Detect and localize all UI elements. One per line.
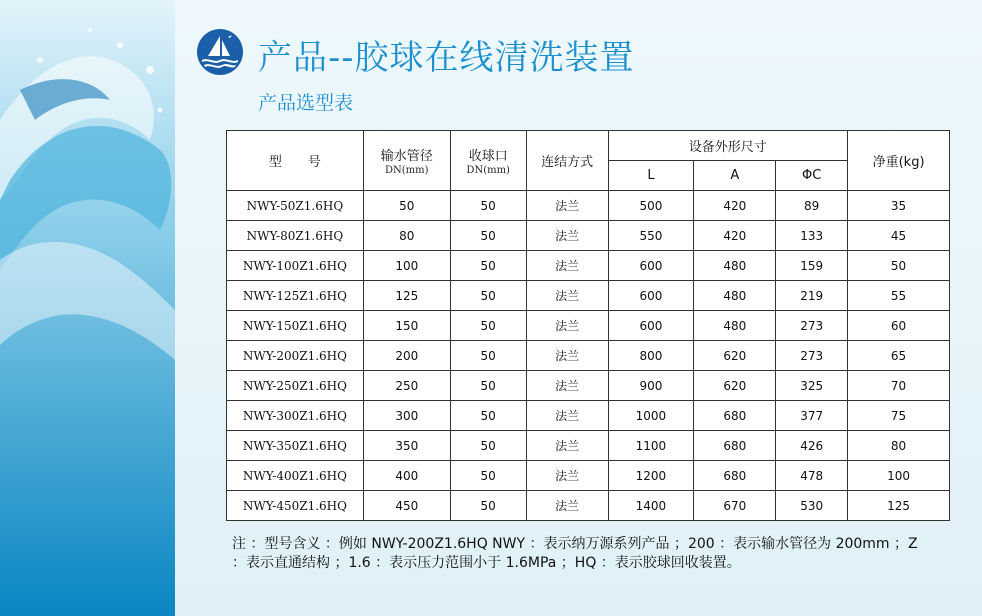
cell-dim-a: 670 <box>694 491 776 521</box>
cell-dim-a: 480 <box>694 251 776 281</box>
cell-port: 50 <box>450 491 526 521</box>
table-row <box>227 401 950 431</box>
table-row <box>227 341 950 371</box>
cell-dim-a: 420 <box>694 221 776 251</box>
cell-dim-a: 680 <box>694 461 776 491</box>
cell-dim-a: 680 <box>694 401 776 431</box>
header-pipe-diameter <box>363 131 450 191</box>
table-row <box>227 311 950 341</box>
cell-weight: 60 <box>848 311 950 341</box>
cell-dim-l: 600 <box>608 311 694 341</box>
cell-pipe: 100 <box>363 251 450 281</box>
cell-dim-l: 1000 <box>608 401 694 431</box>
cell-weight: 80 <box>848 431 950 461</box>
wave-sailboat-logo-icon <box>196 28 244 76</box>
cell-dim-c: 478 <box>776 461 848 491</box>
cell-dim-c: 219 <box>776 281 848 311</box>
table-row <box>227 371 950 401</box>
cell-model: NWY-300Z1.6HQ <box>227 401 364 431</box>
header-connection: 连结方式 <box>526 131 608 191</box>
cell-model: NWY-350Z1.6HQ <box>227 431 364 461</box>
header-pipe-label: 输水管径 <box>380 149 433 164</box>
page-title: 产品--胶球在线清洗装置 <box>258 38 635 78</box>
header-dim-c: ΦC <box>776 161 848 191</box>
cell-pipe: 125 <box>363 281 450 311</box>
product-selection-table <box>226 130 950 521</box>
cell-port: 50 <box>450 191 526 221</box>
water-splash-decoration <box>0 0 175 616</box>
cell-model: NWY-200Z1.6HQ <box>227 341 364 371</box>
cell-dim-l: 1200 <box>608 461 694 491</box>
cell-weight: 45 <box>848 221 950 251</box>
cell-connection: 法兰 <box>526 191 608 221</box>
cell-model: NWY-100Z1.6HQ <box>227 251 364 281</box>
cell-model: NWY-450Z1.6HQ <box>227 491 364 521</box>
table-row <box>227 431 950 461</box>
cell-dim-l: 800 <box>608 341 694 371</box>
cell-dim-c: 133 <box>776 221 848 251</box>
cell-port: 50 <box>450 221 526 251</box>
cell-weight: 55 <box>848 281 950 311</box>
table-row <box>227 191 950 221</box>
cell-dim-c: 159 <box>776 251 848 281</box>
cell-dim-c: 273 <box>776 311 848 341</box>
table-row <box>227 221 950 251</box>
cell-port: 50 <box>450 341 526 371</box>
cell-pipe: 250 <box>363 371 450 401</box>
cell-port: 50 <box>450 281 526 311</box>
cell-port: 50 <box>450 251 526 281</box>
cell-model: NWY-150Z1.6HQ <box>227 311 364 341</box>
cell-dim-l: 550 <box>608 221 694 251</box>
cell-pipe: 450 <box>363 491 450 521</box>
cell-dim-l: 500 <box>608 191 694 221</box>
cell-dim-l: 600 <box>608 281 694 311</box>
header-dim-a: A <box>694 161 776 191</box>
table-row <box>227 251 950 281</box>
cell-model: NWY-50Z1.6HQ <box>227 191 364 221</box>
cell-connection: 法兰 <box>526 371 608 401</box>
cell-model: NWY-125Z1.6HQ <box>227 281 364 311</box>
cell-port: 50 <box>450 371 526 401</box>
cell-dim-l: 900 <box>608 371 694 401</box>
cell-connection: 法兰 <box>526 251 608 281</box>
cell-connection: 法兰 <box>526 341 608 371</box>
cell-model: NWY-400Z1.6HQ <box>227 461 364 491</box>
header-weight: 净重(kg) <box>848 131 950 191</box>
header-dimensions: 设备外形尺寸 <box>608 131 848 161</box>
cell-pipe: 50 <box>363 191 450 221</box>
model-note: 注 ：型号含义 ：例如 NWY-200Z1.6HQ NWY ：表示纳万源系列产品 ；200 ：表示输水管径为 200mm ；Z ：表示直通结构 ；1.6 ：表示压力范围小于 1.6MPa ；HQ ：表示胶球回收装置。 <box>232 536 918 571</box>
table-row <box>227 281 950 311</box>
cell-dim-c: 426 <box>776 431 848 461</box>
cell-weight: 100 <box>848 461 950 491</box>
header-port-unit: DN(mm) <box>466 165 510 176</box>
cell-pipe: 80 <box>363 221 450 251</box>
cell-dim-a: 680 <box>694 431 776 461</box>
cell-dim-c: 89 <box>776 191 848 221</box>
cell-dim-c: 273 <box>776 341 848 371</box>
cell-pipe: 200 <box>363 341 450 371</box>
cell-dim-c: 377 <box>776 401 848 431</box>
header-dim-l: L <box>608 161 694 191</box>
water-splash-icon <box>0 0 175 616</box>
cell-dim-c: 530 <box>776 491 848 521</box>
company-logo <box>196 28 244 76</box>
header-port-label: 收球口 <box>468 149 508 164</box>
cell-dim-a: 620 <box>694 341 776 371</box>
cell-weight: 125 <box>848 491 950 521</box>
cell-connection: 法兰 <box>526 281 608 311</box>
cell-weight: 50 <box>848 251 950 281</box>
cell-connection: 法兰 <box>526 491 608 521</box>
cell-dim-a: 420 <box>694 191 776 221</box>
cell-weight: 70 <box>848 371 950 401</box>
header-model: 型 号 <box>227 131 364 191</box>
page-subtitle: 产品选型表 <box>258 92 354 114</box>
header-pipe-unit: DN(mm) <box>385 165 429 176</box>
cell-weight: 35 <box>848 191 950 221</box>
header-ball-port <box>450 131 526 191</box>
cell-pipe: 400 <box>363 461 450 491</box>
cell-dim-l: 600 <box>608 251 694 281</box>
cell-dim-a: 480 <box>694 281 776 311</box>
cell-pipe: 150 <box>363 311 450 341</box>
table-row <box>227 491 950 521</box>
cell-port: 50 <box>450 461 526 491</box>
cell-model: NWY-250Z1.6HQ <box>227 371 364 401</box>
table-row <box>227 461 950 491</box>
cell-dim-c: 325 <box>776 371 848 401</box>
cell-connection: 法兰 <box>526 311 608 341</box>
cell-model: NWY-80Z1.6HQ <box>227 221 364 251</box>
cell-port: 50 <box>450 431 526 461</box>
cell-dim-l: 1100 <box>608 431 694 461</box>
cell-dim-l: 1400 <box>608 491 694 521</box>
cell-connection: 法兰 <box>526 221 608 251</box>
cell-pipe: 300 <box>363 401 450 431</box>
cell-pipe: 350 <box>363 431 450 461</box>
cell-connection: 法兰 <box>526 431 608 461</box>
cell-port: 50 <box>450 401 526 431</box>
cell-connection: 法兰 <box>526 401 608 431</box>
cell-dim-a: 620 <box>694 371 776 401</box>
cell-weight: 65 <box>848 341 950 371</box>
cell-weight: 75 <box>848 401 950 431</box>
cell-connection: 法兰 <box>526 461 608 491</box>
cell-dim-a: 480 <box>694 311 776 341</box>
cell-port: 50 <box>450 311 526 341</box>
